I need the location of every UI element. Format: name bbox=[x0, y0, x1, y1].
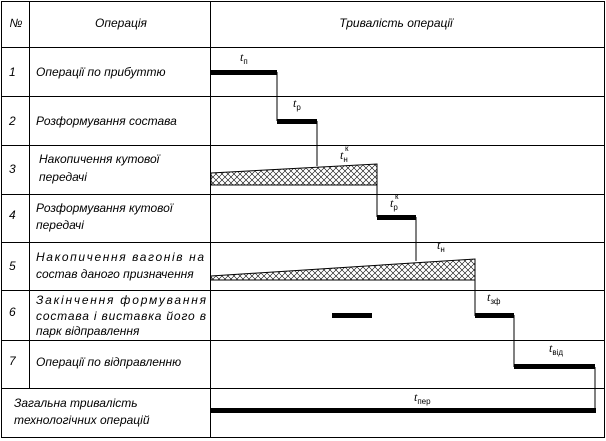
total-label-a: Загальна тривалість bbox=[14, 396, 138, 410]
operation-name-6a: Закінчення формування bbox=[36, 293, 206, 307]
label-t-arrival: tп bbox=[240, 50, 248, 66]
bar-finish-forming-left bbox=[332, 313, 372, 318]
operation-name-3a: Накопичення кутової bbox=[39, 152, 160, 166]
row-numbers bbox=[8, 65, 17, 368]
label-t-departure: tвід bbox=[549, 341, 564, 357]
bar-disbanding bbox=[277, 119, 317, 124]
row-num-6: 6 bbox=[9, 305, 16, 319]
label-t-dis-corner: tр bbox=[390, 196, 398, 212]
operation-name-7: Операції по відправленню bbox=[36, 355, 182, 369]
total-label-b: технологічних операцій bbox=[14, 413, 150, 427]
label-t-total: tпер bbox=[414, 390, 431, 406]
label-sup-acc-corner: к bbox=[345, 144, 349, 153]
bar-departure bbox=[514, 364, 595, 369]
operation-names bbox=[14, 65, 207, 427]
row-num-1: 1 bbox=[9, 65, 16, 79]
header-duration: Тривалість операції bbox=[339, 16, 453, 30]
row-num-2: 2 bbox=[9, 114, 16, 128]
accumulation-wedge-corner bbox=[211, 164, 377, 185]
operation-name-4a: Розформування кутової bbox=[36, 201, 173, 215]
operation-name-2: Розформування состава bbox=[36, 114, 177, 128]
label-sup-dis-corner: к bbox=[395, 192, 399, 201]
operation-name-6b: состава і виставка його в bbox=[36, 309, 206, 323]
row-num-5: 5 bbox=[9, 259, 16, 273]
gantt-bars bbox=[211, 70, 596, 413]
header-num: № bbox=[9, 16, 23, 30]
row-num-3: 3 bbox=[9, 162, 16, 176]
label-t-disbanding: tр bbox=[293, 96, 301, 112]
bar-finish-forming bbox=[475, 313, 514, 318]
operation-name-3b: передачі bbox=[39, 170, 87, 184]
operation-name-5a: Накопичення вагонів на bbox=[36, 250, 204, 264]
bar-total bbox=[211, 408, 596, 413]
label-t-acc-corner: tн bbox=[340, 148, 348, 164]
accumulation-wedge-wagons bbox=[211, 259, 475, 280]
operation-name-6c: парк відправлення bbox=[36, 324, 140, 338]
label-t-acc-wagons: tн bbox=[437, 238, 445, 254]
bar-labels bbox=[240, 50, 563, 406]
operation-name-4b: передачі bbox=[36, 218, 84, 232]
header-operation: Операція bbox=[95, 16, 147, 30]
operation-name-1: Операції по прибуттю bbox=[36, 65, 166, 79]
row-num-7: 7 bbox=[9, 354, 16, 368]
row-num-4: 4 bbox=[9, 208, 16, 222]
label-t-finish-forming: tзф bbox=[487, 290, 501, 306]
operation-name-5b: состав даного призначення bbox=[36, 267, 194, 281]
bar-disbanding-corner bbox=[377, 215, 416, 220]
bar-arrival bbox=[211, 70, 277, 75]
table-header bbox=[10, 16, 455, 30]
